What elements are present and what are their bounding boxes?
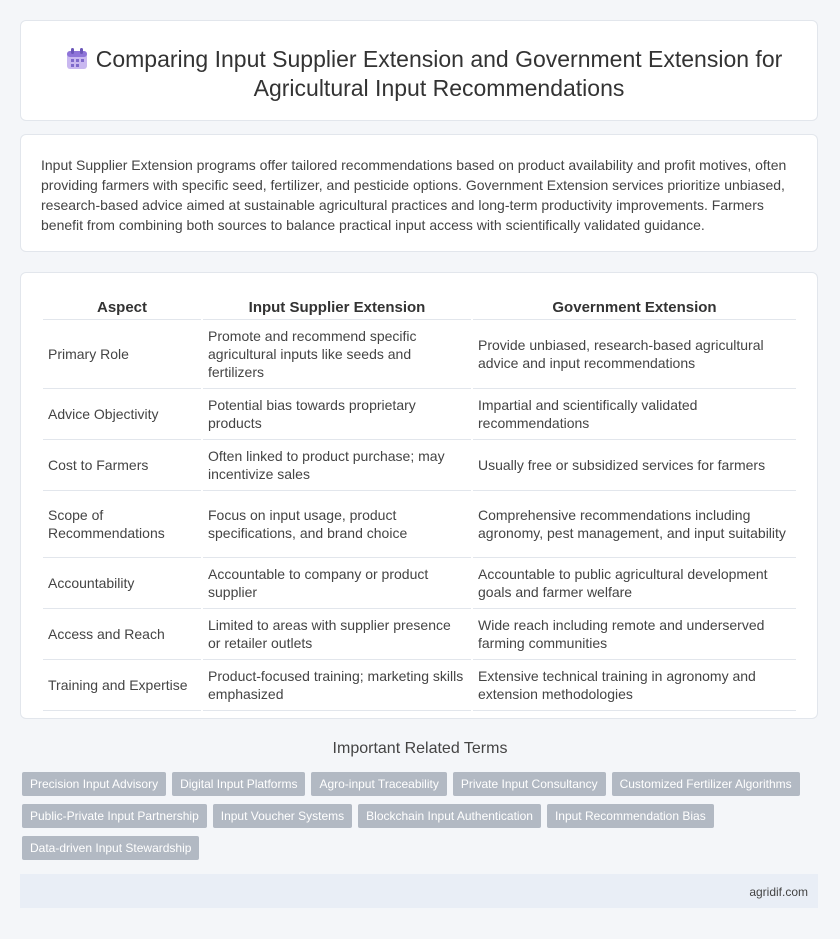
- row-aspect: Cost to Farmers: [43, 440, 201, 491]
- footer-site-link[interactable]: agridif.com: [749, 885, 808, 899]
- table-row: [43, 609, 796, 660]
- table-row: [43, 440, 796, 491]
- row-supplier: Accountable to company or product supplier: [203, 558, 471, 609]
- table-row: [43, 389, 796, 440]
- footer: [20, 874, 818, 908]
- related-term-tag[interactable]: Precision Input Advisory: [22, 772, 166, 796]
- related-term-tag[interactable]: Digital Input Platforms: [172, 772, 305, 796]
- row-supplier: Potential bias towards proprietary products: [203, 389, 471, 440]
- table-row: [43, 660, 796, 711]
- related-term-tag[interactable]: Private Input Consultancy: [453, 772, 606, 796]
- comparison-table: [41, 295, 798, 711]
- header-input-supplier: Input Supplier Extension: [203, 295, 471, 320]
- intro-card: [20, 134, 818, 252]
- header-aspect: Aspect: [43, 295, 201, 320]
- title-card: [20, 20, 818, 121]
- row-aspect: Advice Objectivity: [43, 389, 201, 440]
- table-row: [43, 320, 796, 389]
- table-row: [43, 491, 796, 558]
- related-terms-list: [22, 772, 822, 860]
- row-government: Provide unbiased, research-based agricultural advice and input recommendations: [473, 320, 796, 389]
- row-government: Usually free or subsidized services for farmers: [473, 440, 796, 491]
- related-term-tag[interactable]: Public-Private Input Partnership: [22, 804, 207, 828]
- row-supplier: Focus on input usage, product specifications, and brand choice: [203, 491, 471, 558]
- row-government: Comprehensive recommendations including agronomy, pest management, and input suitability: [473, 491, 796, 558]
- table-row: [43, 558, 796, 609]
- row-supplier: Promote and recommend specific agricultural inputs like seeds and fertilizers: [203, 320, 471, 389]
- comparison-card: [20, 272, 818, 719]
- related-term-tag[interactable]: Agro-input Traceability: [311, 772, 446, 796]
- row-government: Wide reach including remote and underserved farming communities: [473, 609, 796, 660]
- related-term-tag[interactable]: Input Recommendation Bias: [547, 804, 714, 828]
- row-government: Extensive technical training in agronomy and extension methodologies: [473, 660, 796, 711]
- row-aspect: Training and Expertise: [43, 660, 201, 711]
- row-aspect: Primary Role: [43, 320, 201, 389]
- table-header-row: [43, 295, 796, 320]
- related-term-tag[interactable]: Customized Fertilizer Algorithms: [612, 772, 800, 796]
- related-term-tag[interactable]: Input Voucher Systems: [213, 804, 352, 828]
- related-term-tag[interactable]: Blockchain Input Authentication: [358, 804, 541, 828]
- row-supplier: Product-focused training; marketing skills emphasized: [203, 660, 471, 711]
- row-aspect: Accountability: [43, 558, 201, 609]
- row-government: Accountable to public agricultural development goals and farmer welfare: [473, 558, 796, 609]
- row-aspect: Access and Reach: [43, 609, 201, 660]
- header-government: Government Extension: [473, 295, 796, 320]
- row-aspect: Scope of Recommendations: [43, 491, 201, 558]
- row-supplier: Limited to areas with supplier presence or retailer outlets: [203, 609, 471, 660]
- row-supplier: Often linked to product purchase; may incentivize sales: [203, 440, 471, 491]
- related-terms-title: Important Related Terms: [332, 740, 508, 757]
- row-government: Impartial and scientifically validated recommendations: [473, 389, 796, 440]
- related-term-tag[interactable]: Data-driven Input Stewardship: [22, 836, 199, 860]
- page-title: Comparing Input Supplier Extension and Government Extension for Agricultural Input Recommendations: [95, 46, 783, 101]
- intro-text: Input Supplier Extension programs offer tailored recommendations based on product availability and profit motives, often providing farmers with specific seed, fertilizer, and pesticide options. Government Extension services prioritize unbiased, research-based advice aimed at sustainable agricultural practices and long-term productivity improvements. Farmers benefit from combining both sources to balance practical input access with scientifically validated guidance.: [41, 157, 787, 233]
